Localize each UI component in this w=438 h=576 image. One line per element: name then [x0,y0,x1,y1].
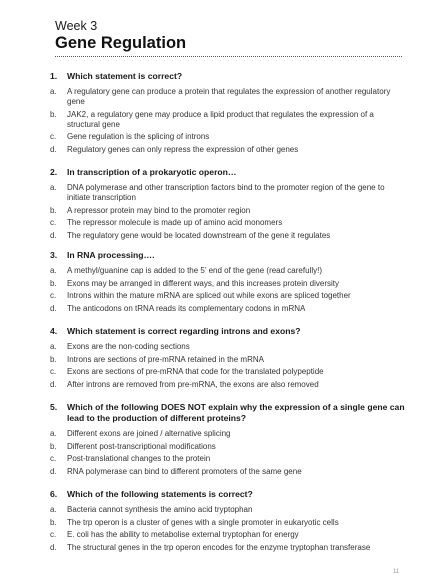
option-letter: d. [50,466,57,476]
option-letter: a. [50,429,57,438]
option-b [50,518,405,528]
option-letter: b. [50,109,57,119]
option-list [50,505,405,553]
question-number: 1. [50,71,58,81]
option-text: The structural genes in the trp operon encodes for the enzyme tryptophan transferase [67,542,371,552]
header-divider [55,56,402,57]
question-text: Which of the following DOES NOT explain why the expression of a single gene can lead to the production of different proteins? [67,402,405,423]
option-text: A regulatory gene can produce a protein that regulates the expression of another regulatory gene [67,87,391,106]
option-letter: d. [50,379,57,389]
question-number: 4. [50,326,58,336]
option-letter: c. [50,132,57,142]
option-letter: c. [50,367,57,377]
option-c [50,218,405,228]
week-label: Week 3 [55,19,98,33]
option-a [50,266,405,276]
question-5 [50,402,405,479]
option-letter: d. [50,303,57,313]
option-letter: c. [50,454,57,464]
option-c [50,132,405,142]
option-text: Exons are the non-coding sections [67,342,190,351]
option-text: JAK2, a regulatory gene may produce a lipid product that regulates the expression of a structural gene [67,109,374,129]
option-text: Introns are sections of pre-mRNA retained in the mRNA [67,354,264,364]
question-number: 6. [50,489,58,499]
option-list [50,266,405,314]
option-letter: a. [50,87,57,96]
option-a [50,342,405,352]
option-text: DNA polymerase and other transcription factors bind to the promoter region of the gene to initiate transcription [67,183,385,202]
option-letter: b. [50,278,57,288]
option-a [50,87,405,107]
option-b [50,279,405,289]
option-d [50,304,405,314]
option-d [50,231,405,241]
question-heading [50,402,405,424]
question-4 [50,326,405,392]
option-letter: c. [50,218,57,228]
option-text: Introns within the mature mRNA are spliced out while exons are spliced together [67,291,351,301]
option-letter: c. [50,530,57,540]
option-list [50,183,405,241]
option-letter: a. [50,342,57,351]
question-1 [50,71,405,157]
option-letter: a. [50,505,57,514]
option-a [50,183,405,203]
option-list [50,342,405,390]
option-text: The repressor molecule is made up of amino acid monomers [67,218,283,228]
option-letter: a. [50,266,57,275]
option-d [50,467,405,477]
option-b [50,206,405,216]
option-text: Exons are sections of pre-mRNA that code for the translated polypeptide [67,367,324,377]
question-heading [50,167,405,178]
question-text: In RNA processing…. [67,250,155,260]
option-letter: c. [50,291,57,301]
question-text: Which of the following statements is correct? [67,489,253,499]
option-text: The trp operon is a cluster of genes with a single promoter in eukaryotic cells [67,517,339,527]
option-letter: b. [50,517,57,527]
option-text: A methyl/guanine cap is added to the 5’ end of the gene (read carefully!) [67,266,322,275]
option-text: RNA polymerase can bind to different promoters of the same gene [67,466,302,476]
question-text: In transcription of a prokaryotic operon… [67,167,237,177]
page-number: 11 [393,569,400,575]
option-text: Regulatory genes can only repress the expression of other genes [67,144,299,154]
question-heading [50,71,405,82]
question-heading [50,326,405,337]
option-text: The regulatory gene would be located downstream of the gene it regulates [67,230,331,240]
question-number: 5. [50,402,58,412]
option-text: Exons may be arranged in different ways, and this increases protein diversity [67,278,339,288]
option-text: Gene regulation is the splicing of introns [67,132,210,142]
option-text: Different post-transcriptional modifications [67,441,216,451]
option-text: A repressor protein may bind to the promoter region [67,205,251,215]
question-text: Which statement is correct regarding introns and exons? [67,326,301,336]
question-heading [50,489,405,500]
option-text: After introns are removed from pre-mRNA, the exons are also removed [67,379,319,389]
option-b [50,442,405,452]
option-letter: b. [50,441,57,451]
option-text: The anticodons on tRNA reads its complementary codons in mRNA [67,303,306,313]
option-letter: d. [50,144,57,154]
question-3 [50,250,405,316]
option-c [50,530,405,540]
page-title: Gene Regulation [55,34,187,52]
question-text: Which statement is correct? [67,71,183,81]
option-list [50,429,405,477]
option-letter: b. [50,354,57,364]
option-list [50,87,405,155]
option-a [50,505,405,515]
option-c [50,367,405,377]
question-6 [50,489,405,555]
option-d [50,145,405,155]
option-d [50,543,405,553]
option-letter: a. [50,183,57,192]
option-d [50,380,405,390]
option-letter: d. [50,230,57,240]
option-a [50,429,405,439]
option-text: Bacteria cannot synthesis the amino acid tryptophan [67,505,253,514]
option-b [50,355,405,365]
option-text: Post-translational changes to the protein [67,454,211,464]
option-text: E. coli has the ability to metabolise external tryptophan for energy [67,530,299,540]
option-letter: d. [50,542,57,552]
option-b [50,110,405,130]
question-2 [50,167,405,243]
option-c [50,454,405,464]
question-number: 3. [50,250,58,260]
option-c [50,291,405,301]
question-number: 2. [50,167,58,177]
option-text: Different exons are joined / alternative splicing [67,429,231,438]
question-heading [50,250,405,261]
option-letter: b. [50,205,57,215]
